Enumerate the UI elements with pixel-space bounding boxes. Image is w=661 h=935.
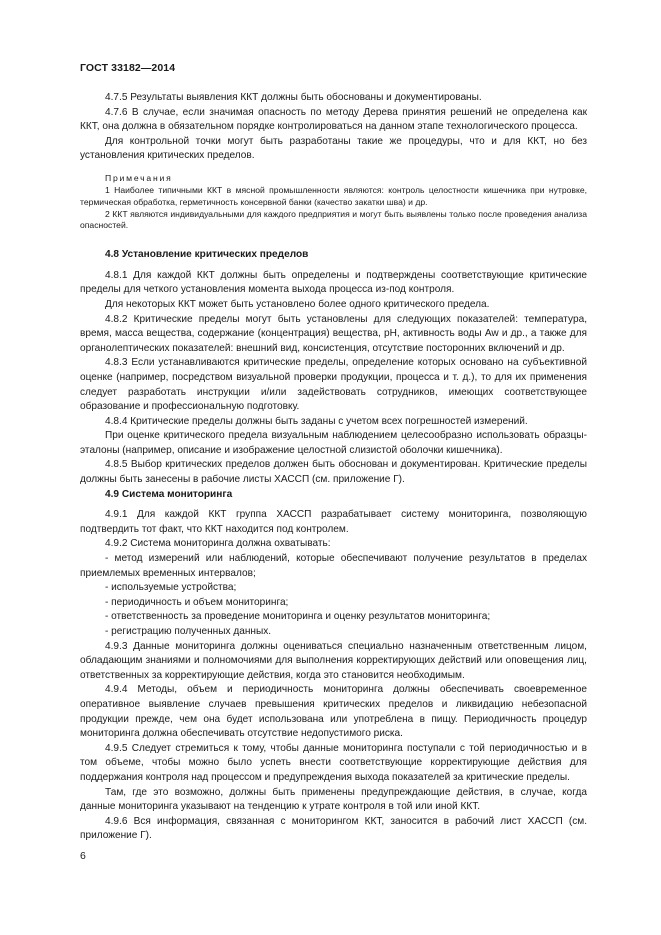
paragraph-4-8-1-b: Для некоторых ККТ может быть установлено более одного критического предела. [105, 298, 490, 310]
paragraph-4-9-2: 4.9.2 Система мониторинга должна охватывать: [105, 538, 331, 550]
document-header: ГОСТ 33182—2014 [80, 62, 176, 74]
paragraph-4-9-1: 4.9.1 Для каждой ККТ группа ХАССП разрабатывает систему мониторинга, позволяющую подтвердить тот факт, что ККТ находится под контролем. [80, 509, 587, 535]
paragraph-4-7-6: 4.7.6 В случае, если значимая опасность по методу Дерева принятия решений не определена как ККТ, она должна в обязательном порядке контролироваться на данном этапе технологического процесса. [80, 106, 587, 133]
paragraph-4-8-4-b: При оценке критического предела визуальным наблюдением целесообразно использовать образцы-эталоны (например, описание и изображение целостной слизистой оболочки кишечника). [80, 430, 587, 456]
note-1: 1 Наиболее типичными ККТ в мясной промышленности являются: контроль целостности кишечника при нутровке, термическая обработка, герметичность консервной банки (качество закатки шва) и др. [80, 184, 587, 207]
page-number: 6 [80, 850, 86, 862]
list-item: - ответственность за проведение мониторинга и оценку результатов мониторинга; [105, 611, 491, 623]
paragraph-4-8-2: 4.8.2 Критические пределы могут быть установлены для следующих показателей: температура, время, масса вещества, содержание (концентрация) вещества, pH, активность воды Aw и др., а также для органолептических показателей: внешний вид, консистенция, отсутствие посторонних включений и др. [80, 313, 587, 354]
list-item: - периодичность и объем мониторинга; [105, 596, 289, 608]
paragraph-4-8-1: 4.8.1 Для каждой ККТ должны быть определены и подтверждены соответствующие критические пределы для четкого установления момента выхода процесса из-под контроля. [80, 269, 587, 296]
paragraph-4-9-6: 4.9.6 Вся информация, связанная с мониторингом ККТ, заносится в рабочий лист ХАССП (см. приложение Г). [80, 815, 587, 842]
paragraph-4-9-5: 4.9.5 Следует стремиться к тому, чтобы данные мониторинга поступали с той периодичностью и в том объеме, чтобы можно было успеть внести соответствующие корректирующие действия для поддержания контроля над процессом и предупреждения выхода показателей за критические пределы. [80, 742, 587, 783]
paragraph-4-9-3: 4.9.3 Данные мониторинга должны оцениваться специально назначенным ответственным лицом, обладающим знаниями и полномочиями для выполнения корректирующих действий или оповещения лиц, ответственных за корректирующие действия, когда это становится необходимым. [80, 640, 587, 681]
list-item: - регистрацию полученных данных. [105, 626, 272, 637]
paragraph-4-9-5-b: Там, где это возможно, должны быть применены предупреждающие действия, в случае, когда данные мониторинга указывают на тенденцию к утрате контроля в той или иной ККТ. [80, 786, 587, 813]
document-body [80, 91, 587, 844]
list-item: - используемые устройства; [105, 582, 237, 594]
list-item: - метод измерений или наблюдений, которые обеспечивают получение результатов в пределах приемлемых временных интервалов; [80, 553, 587, 579]
note-2: 2 ККТ являются индивидуальными для каждого предприятия и могут быть выявлены только после проведения анализа опасностей. [80, 208, 587, 231]
paragraph-control-point: Для контрольной точки могут быть разработаны такие же процедуры, что и для ККТ, но без установления критических пределов. [80, 135, 587, 162]
section-4-9-title: 4.9 Система мониторинга [105, 488, 233, 500]
paragraph-4-7-5: 4.7.5 Результаты выявления ККТ должны быть обоснованы и документированы. [105, 92, 482, 103]
paragraph-4-8-4: 4.8.4 Критические пределы должны быть заданы с учетом всех погрешностей измерений. [105, 415, 528, 427]
section-4-8-title: 4.8 Установление критических пределов [105, 249, 309, 261]
paragraph-4-8-3: 4.8.3 Если устанавливаются критические пределы, определение которых основано на субъективной оценке (например, посредством визуальной проверки продукции, процесса и т. д.), то для их применения следует разработать инструкции и/или задействовать сотрудников, имеющих соответствующее образование и профессиональную подготовку. [80, 357, 587, 413]
paragraph-4-8-5: 4.8.5 Выбор критических пределов должен быть обоснован и документирован. Критические пределы должны быть занесены в рабочие листы ХАССП (см. приложение Г). [80, 459, 587, 486]
notes-title: Примечания [105, 172, 173, 183]
paragraph-4-9-4: 4.9.4 Методы, объем и периодичность мониторинга должны обеспечивать своевременное оперативное выявление случаев превышения критических пределов и ликвидацию небезопасной продукции прежде, чем она будет использована или употреблена в пищу. Периодичность процедур мониторинга должна обеспечивать отсутствие недопустимого риска. [80, 684, 587, 740]
